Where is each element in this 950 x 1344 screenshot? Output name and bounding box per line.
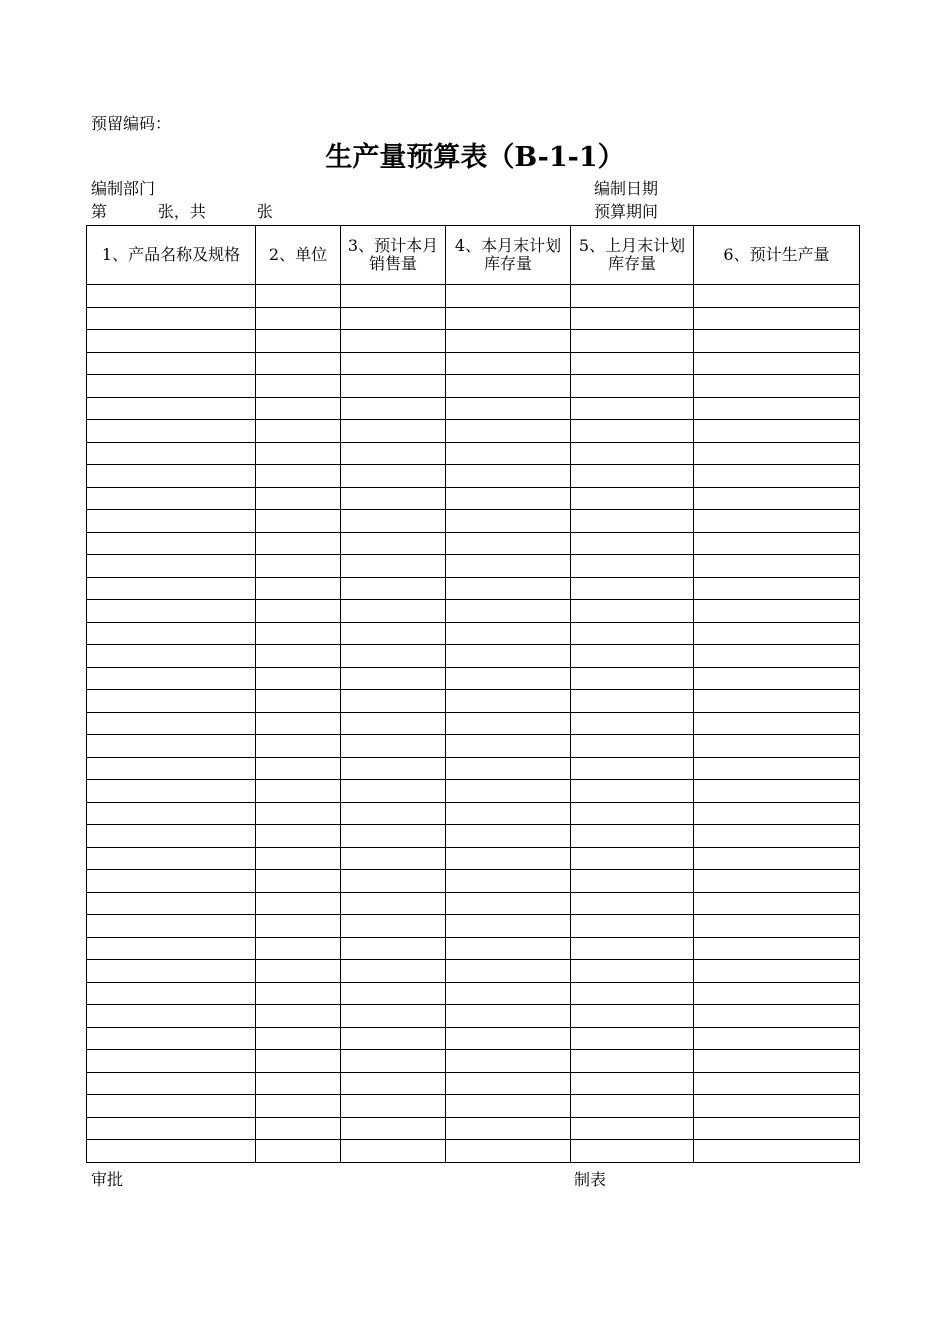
- table-cell[interactable]: [446, 465, 571, 488]
- table-cell[interactable]: [256, 982, 341, 1005]
- table-row: [87, 1117, 860, 1140]
- table-cell[interactable]: [341, 307, 446, 330]
- table-row: [87, 1027, 860, 1050]
- column-header-label: 6、预计生产量: [723, 245, 830, 264]
- table-cell[interactable]: [341, 600, 446, 623]
- table-cell[interactable]: [694, 960, 860, 983]
- table-row: [87, 645, 860, 668]
- table-cell[interactable]: [256, 1117, 341, 1140]
- table-cell[interactable]: [694, 375, 860, 398]
- table-row: [87, 375, 860, 398]
- table-cell[interactable]: [256, 555, 341, 578]
- table-cell[interactable]: [87, 847, 256, 870]
- table-cell[interactable]: [571, 780, 694, 803]
- table-cell[interactable]: [87, 937, 256, 960]
- table-cell[interactable]: [446, 1117, 571, 1140]
- table-cell[interactable]: [87, 465, 256, 488]
- table-cell[interactable]: [571, 555, 694, 578]
- table-cell[interactable]: [341, 667, 446, 690]
- table-cell[interactable]: [341, 847, 446, 870]
- table-cell[interactable]: [571, 532, 694, 555]
- table-cell[interactable]: [694, 1140, 860, 1163]
- table-cell[interactable]: [87, 667, 256, 690]
- table-cell[interactable]: [341, 487, 446, 510]
- table-cell[interactable]: [87, 330, 256, 353]
- table-cell[interactable]: [571, 600, 694, 623]
- table-cell[interactable]: [694, 487, 860, 510]
- column-header-last-month-stock: [571, 226, 694, 285]
- table-cell[interactable]: [87, 645, 256, 668]
- table-cell[interactable]: [571, 510, 694, 533]
- table-cell[interactable]: [694, 1027, 860, 1050]
- table-cell[interactable]: [446, 622, 571, 645]
- table-cell[interactable]: [341, 1072, 446, 1095]
- table-row: [87, 735, 860, 758]
- table-row: [87, 1140, 860, 1163]
- table-cell[interactable]: [341, 1117, 446, 1140]
- table-cell[interactable]: [256, 1095, 341, 1118]
- table-row: [87, 532, 860, 555]
- table-row: [87, 442, 860, 465]
- table-cell[interactable]: [341, 1050, 446, 1073]
- table-row: [87, 1095, 860, 1118]
- table-cell[interactable]: [87, 600, 256, 623]
- table-cell[interactable]: [571, 577, 694, 600]
- table-cell[interactable]: [87, 1140, 256, 1163]
- table-cell[interactable]: [571, 1095, 694, 1118]
- table-cell[interactable]: [87, 555, 256, 578]
- table-cell[interactable]: [446, 825, 571, 848]
- table-cell[interactable]: [256, 1005, 341, 1028]
- table-cell[interactable]: [446, 667, 571, 690]
- table-cell[interactable]: [446, 600, 571, 623]
- table-cell[interactable]: [571, 352, 694, 375]
- table-cell[interactable]: [341, 870, 446, 893]
- table-cell[interactable]: [694, 982, 860, 1005]
- table-cell[interactable]: [571, 847, 694, 870]
- table-cell[interactable]: [571, 937, 694, 960]
- table-cell[interactable]: [571, 1027, 694, 1050]
- table-cell[interactable]: [694, 937, 860, 960]
- table-cell[interactable]: [694, 667, 860, 690]
- date-label: 编制日期: [594, 179, 659, 198]
- table-cell[interactable]: [694, 465, 860, 488]
- table-row: [87, 622, 860, 645]
- table-cell[interactable]: [87, 960, 256, 983]
- table-cell[interactable]: [256, 532, 341, 555]
- table-cell[interactable]: [446, 802, 571, 825]
- table-cell[interactable]: [341, 420, 446, 443]
- table-row: [87, 600, 860, 623]
- table-cell[interactable]: [87, 397, 256, 420]
- table-row: [87, 1005, 860, 1028]
- table-cell[interactable]: [256, 465, 341, 488]
- column-header-label: 3、预计本月销售量: [347, 236, 439, 273]
- table-cell[interactable]: [446, 892, 571, 915]
- table-cell[interactable]: [341, 532, 446, 555]
- table-cell[interactable]: [256, 600, 341, 623]
- dept-label: 编制部门: [91, 179, 156, 198]
- table-cell[interactable]: [446, 847, 571, 870]
- table-cell[interactable]: [446, 420, 571, 443]
- table-cell[interactable]: [446, 442, 571, 465]
- table-cell[interactable]: [694, 532, 860, 555]
- table-cell[interactable]: [256, 712, 341, 735]
- table-row: [87, 757, 860, 780]
- table-cell[interactable]: [341, 1027, 446, 1050]
- table-cell[interactable]: [341, 285, 446, 308]
- table-cell[interactable]: [256, 937, 341, 960]
- table-row: [87, 1072, 860, 1095]
- table-row: [87, 577, 860, 600]
- table-cell[interactable]: [571, 1140, 694, 1163]
- table-cell[interactable]: [694, 600, 860, 623]
- table-cell[interactable]: [446, 937, 571, 960]
- table-cell[interactable]: [87, 1072, 256, 1095]
- table-cell[interactable]: [256, 870, 341, 893]
- table-cell[interactable]: [694, 780, 860, 803]
- table-cell[interactable]: [256, 960, 341, 983]
- table-cell[interactable]: [446, 1005, 571, 1028]
- table-cell[interactable]: [341, 712, 446, 735]
- table-cell[interactable]: [446, 1072, 571, 1095]
- table-cell[interactable]: [341, 892, 446, 915]
- table-cell[interactable]: [87, 1095, 256, 1118]
- table-cell[interactable]: [87, 802, 256, 825]
- table-cell[interactable]: [571, 397, 694, 420]
- table-cell[interactable]: [87, 690, 256, 713]
- table-cell[interactable]: [87, 375, 256, 398]
- table-cell[interactable]: [341, 510, 446, 533]
- table-cell[interactable]: [571, 690, 694, 713]
- table-cell[interactable]: [341, 330, 446, 353]
- table-row: [87, 960, 860, 983]
- table-cell[interactable]: [446, 577, 571, 600]
- table-row: [87, 937, 860, 960]
- reserved-code-label: 预留编码：: [91, 114, 172, 133]
- table-cell[interactable]: [446, 735, 571, 758]
- period-label: 预算期间: [594, 202, 659, 221]
- table-cell[interactable]: [87, 487, 256, 510]
- table-row: [87, 870, 860, 893]
- table-row: [87, 1050, 860, 1073]
- table-cell[interactable]: [341, 690, 446, 713]
- table-cell[interactable]: [694, 1050, 860, 1073]
- table-cell[interactable]: [571, 960, 694, 983]
- table-cell[interactable]: [571, 1005, 694, 1028]
- table-cell[interactable]: [694, 330, 860, 353]
- table-cell[interactable]: [446, 330, 571, 353]
- table-cell[interactable]: [694, 645, 860, 668]
- table-cell[interactable]: [341, 937, 446, 960]
- table-cell[interactable]: [446, 352, 571, 375]
- table-cell[interactable]: [87, 307, 256, 330]
- table-cell[interactable]: [694, 1117, 860, 1140]
- table-cell[interactable]: [87, 1005, 256, 1028]
- table-cell[interactable]: [571, 307, 694, 330]
- table-cell[interactable]: [446, 510, 571, 533]
- table-cell[interactable]: [256, 510, 341, 533]
- table-cell[interactable]: [87, 510, 256, 533]
- table-cell[interactable]: [87, 892, 256, 915]
- table-cell[interactable]: [256, 622, 341, 645]
- table-cell[interactable]: [341, 960, 446, 983]
- approve-label: 审批: [91, 1170, 124, 1189]
- table-cell[interactable]: [341, 1005, 446, 1028]
- table-cell[interactable]: [694, 802, 860, 825]
- table-cell[interactable]: [571, 1117, 694, 1140]
- table-cell[interactable]: [446, 1095, 571, 1118]
- table-row: [87, 330, 860, 353]
- table-cell[interactable]: [571, 330, 694, 353]
- table-cell[interactable]: [256, 757, 341, 780]
- table-row: [87, 667, 860, 690]
- table-cell[interactable]: [256, 1050, 341, 1073]
- table-row: [87, 690, 860, 713]
- table-row: [87, 352, 860, 375]
- table-cell[interactable]: [694, 307, 860, 330]
- table-cell[interactable]: [256, 577, 341, 600]
- table-cell[interactable]: [571, 712, 694, 735]
- table-row: [87, 825, 860, 848]
- table-cell[interactable]: [446, 690, 571, 713]
- table-row: [87, 487, 860, 510]
- table-cell[interactable]: [256, 285, 341, 308]
- table-cell[interactable]: [446, 915, 571, 938]
- column-header-expected-production: [694, 226, 860, 285]
- table-cell[interactable]: [87, 442, 256, 465]
- table-cell[interactable]: [341, 352, 446, 375]
- table-cell[interactable]: [571, 757, 694, 780]
- table-cell[interactable]: [87, 780, 256, 803]
- table-cell[interactable]: [571, 915, 694, 938]
- table-cell[interactable]: [694, 735, 860, 758]
- column-header-product: [87, 226, 256, 285]
- table-cell[interactable]: [446, 645, 571, 668]
- table-cell[interactable]: [694, 555, 860, 578]
- table-cell[interactable]: [341, 555, 446, 578]
- table-cell[interactable]: [256, 802, 341, 825]
- table-row: [87, 847, 860, 870]
- table-cell[interactable]: [256, 420, 341, 443]
- table-cell[interactable]: [694, 690, 860, 713]
- table-cell[interactable]: [571, 982, 694, 1005]
- table-cell[interactable]: [694, 622, 860, 645]
- column-header-label: 2、单位: [268, 245, 328, 264]
- table-cell[interactable]: [87, 352, 256, 375]
- table-cell[interactable]: [256, 735, 341, 758]
- table-cell[interactable]: [571, 622, 694, 645]
- table-cell[interactable]: [341, 465, 446, 488]
- table-cell[interactable]: [341, 802, 446, 825]
- table-cell[interactable]: [694, 442, 860, 465]
- table-cell[interactable]: [694, 510, 860, 533]
- table-cell[interactable]: [694, 1072, 860, 1095]
- table-row: [87, 397, 860, 420]
- table-cell[interactable]: [446, 960, 571, 983]
- table-cell[interactable]: [256, 825, 341, 848]
- table-cell[interactable]: [256, 847, 341, 870]
- table-cell[interactable]: [571, 285, 694, 308]
- table-cell[interactable]: [446, 532, 571, 555]
- table-cell[interactable]: [446, 487, 571, 510]
- table-cell[interactable]: [87, 915, 256, 938]
- table-cell[interactable]: [341, 982, 446, 1005]
- column-header-unit: [256, 226, 341, 285]
- table-cell[interactable]: [571, 802, 694, 825]
- table-cell[interactable]: [694, 892, 860, 915]
- table-row: [87, 982, 860, 1005]
- table-cell[interactable]: [256, 397, 341, 420]
- table-cell[interactable]: [256, 307, 341, 330]
- table-cell[interactable]: [341, 1095, 446, 1118]
- table-cell[interactable]: [694, 757, 860, 780]
- table-cell[interactable]: [694, 420, 860, 443]
- table-cell[interactable]: [446, 982, 571, 1005]
- table-cell[interactable]: [571, 735, 694, 758]
- table-cell[interactable]: [256, 892, 341, 915]
- table-cell[interactable]: [256, 352, 341, 375]
- table-cell[interactable]: [341, 757, 446, 780]
- table-cell[interactable]: [87, 735, 256, 758]
- table-cell[interactable]: [256, 330, 341, 353]
- table-cell[interactable]: [694, 285, 860, 308]
- table-cell[interactable]: [571, 645, 694, 668]
- table-cell[interactable]: [87, 622, 256, 645]
- table-cell[interactable]: [446, 307, 571, 330]
- table-cell[interactable]: [256, 487, 341, 510]
- table-cell[interactable]: [571, 870, 694, 893]
- table-cell[interactable]: [87, 532, 256, 555]
- column-header-expected-sales: [341, 226, 446, 285]
- table-cell[interactable]: [446, 870, 571, 893]
- table-row: [87, 307, 860, 330]
- table-cell[interactable]: [87, 577, 256, 600]
- table-cell[interactable]: [694, 915, 860, 938]
- table-row: [87, 510, 860, 533]
- table-row: [87, 420, 860, 443]
- column-header-month-end-stock: [446, 226, 571, 285]
- table-cell[interactable]: [446, 757, 571, 780]
- table-cell[interactable]: [341, 397, 446, 420]
- table-cell[interactable]: [571, 420, 694, 443]
- table-row: [87, 465, 860, 488]
- table-row: [87, 285, 860, 308]
- table-cell[interactable]: [87, 870, 256, 893]
- table-cell[interactable]: [341, 735, 446, 758]
- table-cell[interactable]: [694, 1095, 860, 1118]
- table-cell[interactable]: [446, 1027, 571, 1050]
- table-cell[interactable]: [341, 825, 446, 848]
- page-title: 生产量预算表（B-1-1）: [325, 142, 625, 173]
- table-cell[interactable]: [571, 487, 694, 510]
- table-row: [87, 802, 860, 825]
- table-cell[interactable]: [446, 285, 571, 308]
- table-row: [87, 555, 860, 578]
- table-cell[interactable]: [256, 1072, 341, 1095]
- table-cell[interactable]: [256, 915, 341, 938]
- table-cell[interactable]: [571, 825, 694, 848]
- table-cell[interactable]: [571, 1050, 694, 1073]
- table-row: [87, 712, 860, 735]
- table-cell[interactable]: [446, 780, 571, 803]
- table-cell[interactable]: [87, 712, 256, 735]
- table-cell[interactable]: [341, 622, 446, 645]
- table-cell[interactable]: [256, 780, 341, 803]
- table-cell[interactable]: [571, 1072, 694, 1095]
- table-cell[interactable]: [256, 690, 341, 713]
- table-cell[interactable]: [341, 645, 446, 668]
- table-cell[interactable]: [571, 465, 694, 488]
- column-header-label: 4、本月末计划库存量: [454, 236, 562, 273]
- table-cell[interactable]: [87, 1050, 256, 1073]
- table-cell[interactable]: [87, 1027, 256, 1050]
- table-cell[interactable]: [446, 555, 571, 578]
- prepared-by-label: 制表: [574, 1170, 607, 1189]
- table-cell[interactable]: [256, 375, 341, 398]
- table-cell[interactable]: [571, 375, 694, 398]
- table-cell[interactable]: [694, 577, 860, 600]
- table-cell[interactable]: [571, 667, 694, 690]
- column-header-label: 5、上月末计划库存量: [578, 236, 686, 273]
- table-cell[interactable]: [256, 645, 341, 668]
- table-row: [87, 915, 860, 938]
- table-cell[interactable]: [446, 397, 571, 420]
- table-cell[interactable]: [694, 397, 860, 420]
- table-cell[interactable]: [341, 375, 446, 398]
- table-cell[interactable]: [446, 712, 571, 735]
- table-cell[interactable]: [256, 442, 341, 465]
- table-cell[interactable]: [341, 1140, 446, 1163]
- table-cell[interactable]: [694, 870, 860, 893]
- table-cell[interactable]: [694, 1005, 860, 1028]
- table-cell[interactable]: [87, 825, 256, 848]
- column-header-label: 1、产品名称及规格: [101, 245, 241, 264]
- table-cell[interactable]: [571, 892, 694, 915]
- table-cell[interactable]: [694, 847, 860, 870]
- table-cell[interactable]: [446, 1050, 571, 1073]
- page-count-label: 第 张，共 张: [91, 202, 273, 221]
- table-cell[interactable]: [87, 285, 256, 308]
- table-cell[interactable]: [446, 1140, 571, 1163]
- table-body: [87, 285, 860, 1163]
- table-cell[interactable]: [87, 420, 256, 443]
- table-cell[interactable]: [87, 1117, 256, 1140]
- table-cell[interactable]: [341, 780, 446, 803]
- table-cell[interactable]: [694, 825, 860, 848]
- table-cell[interactable]: [571, 442, 694, 465]
- table-cell[interactable]: [87, 757, 256, 780]
- table-cell[interactable]: [256, 1027, 341, 1050]
- table-cell[interactable]: [256, 667, 341, 690]
- table-row: [87, 780, 860, 803]
- table-cell[interactable]: [446, 375, 571, 398]
- table-cell[interactable]: [694, 352, 860, 375]
- table-cell[interactable]: [341, 915, 446, 938]
- table-cell[interactable]: [694, 712, 860, 735]
- production-budget-table: [86, 225, 860, 1163]
- table-cell[interactable]: [256, 1140, 341, 1163]
- table-header-row: [87, 226, 860, 285]
- table-cell[interactable]: [341, 577, 446, 600]
- table-cell[interactable]: [341, 442, 446, 465]
- table-row: [87, 892, 860, 915]
- table-cell[interactable]: [87, 982, 256, 1005]
